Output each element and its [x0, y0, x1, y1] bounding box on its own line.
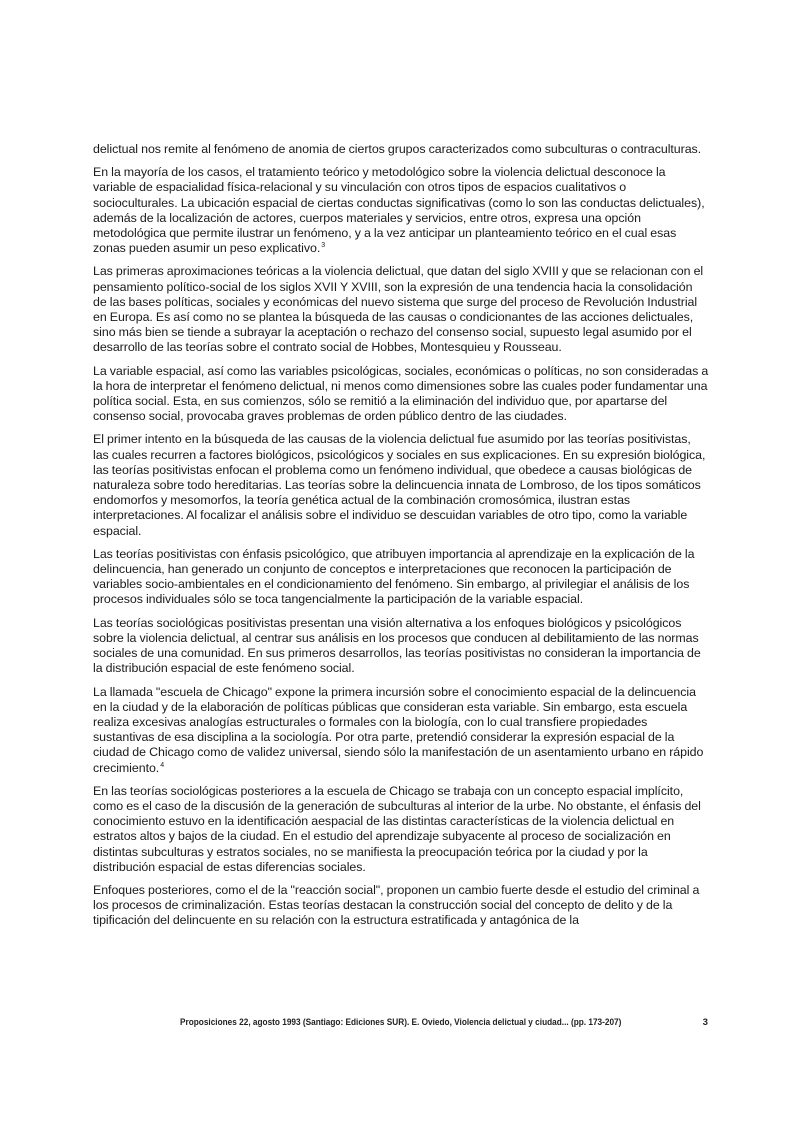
paragraph-text: El primer intento en la búsqueda de las causas de la violencia delictual fue asumido por las teorías positivistas, las cuales recurren a factores biológicos, psicológicos y sociales en sus explicaciones. En su expresión biológica, las teorías positivistas enfocan el problema como un fenómeno individual, que obedece a causas biológicas de naturaleza sobre todo hereditarias. Las teorías sobre la delincuencia innata de Lombroso, de los tipos somáticos endomorfos y mesomorfos, la teoría genética actual de la combinación cromosómica, ilustran estas interpretaciones. Al focalizar el análisis sobre el individuo se descuidan variables de otro tipo, como la variable espacial.: [93, 432, 706, 538]
paragraph-9: [93, 784, 709, 875]
paragraph-4: [93, 364, 709, 425]
footnote-marker[interactable]: 4: [160, 761, 165, 769]
paragraph-text: La llamada "escuela de Chicago" expone la primera incursión sobre el conocimiento espacial de la delincuencia en la ciudad y de la elaboración de políticas públicas que consideran esta variable. Sin embargo, esta escuela realiza excesivas analogías estructurales o formales con la biología, con lo cual transfiere propiedades sustantivas de esa disciplina a la sociología. Por otra parte, pretendió considerar la expresión espacial de la ciudad de Chicago como de validez universal, siendo sólo la manifestación de un asentamiento urbano en rápido crecimiento.: [93, 684, 704, 775]
paragraph-6: [93, 547, 709, 608]
paragraph-text: Las primeras aproximaciones teóricas a la violencia delictual, que datan del siglo XVIII y que se relacionan con el pensamiento político-social de los siglos XVII Y XVIII, son la expresión de una tendencia hacia la consolidación de las bases políticas, sociales y económicas del nuevo sistema que surge del proceso de Revolución Industrial en Europa. Es así como no se plantea la búsqueda de las causas o condicionantes de las acciones delictuales, sino más bien se tiende a subrayar la aceptación o rechazo del consenso social, supuesto legal asumido por el desarrollo de las teorías sobre el contrato social de Hobbes, Montesquieu y Rousseau.: [93, 264, 704, 355]
paragraph-3: [93, 264, 709, 355]
paragraph-10: [93, 883, 709, 929]
paragraph-7: [93, 616, 709, 677]
paragraph-1: [93, 142, 709, 157]
paragraph-5: [93, 432, 709, 538]
page-number: 3: [702, 1017, 708, 1028]
paragraph-text: delictual nos remite al fenómeno de anomia de ciertos grupos caracterizados como subculturas o contraculturas.: [93, 142, 702, 156]
paragraph-text: Enfoques posteriores, como el de la "reacción social", proponen un cambio fuerte desde el estudio del criminal a los procesos de criminalización. Estas teorías destacan la construcción social del concepto de delito y de la tipificación del delincuente en su relación con la estructura estratificada y antagónica de la: [93, 882, 700, 928]
paragraph-text: Las teorías sociológicas positivistas presentan una visión alternativa a los enfoques biológicos y psicológicos sobre la violencia delictual, al centrar sus análisis en los procesos que conducen al debilitamiento de las normas sociales de una comunidad. En sus primeros desarrollos, las teorías positivistas no consideran la importancia de la distribución espacial de este fenómeno social.: [93, 615, 701, 676]
paragraph-text: En la mayoría de los casos, el tratamiento teórico y metodológico sobre la violencia delictual desconoce la variable de espacialidad física-relacional y su vinculación con otros tipos de espacios cualitativos o socioculturales. La ubicación espacial de ciertas conductas significativas (como lo son las conductas delictuales), además de la localización de actores, cuerpos materiales y servicios, entre otros, expresa una opción metodológica que permite ilustrar un fenómeno, y a la vez anticipar un planteamiento teórico en el cual esas zonas pueden asumir un peso explicativo.: [93, 165, 705, 256]
paragraph-text: En las teorías sociológicas posteriores a la escuela de Chicago se trabaja con un concepto espacial implícito, como es el caso de la discusión de la generación de subculturas al interior de la urbe. No obstante, el énfasis del conocimiento estuvo en la identificación aespacial de las distintas características de la violencia delictual en estratos altos y bajos de la ciudad. En el estudio del aprendizaje subyacente al proceso de socialización en distintas subculturas y estratos sociales, no se manifiesta la preocupación teórica por la ciudad y por la distribución espacial de estas diferencias sociales.: [93, 783, 701, 874]
paragraph-2: [93, 165, 709, 256]
paragraph-text: Las teorías positivistas con énfasis psicológico, que atribuyen importancia al aprendizaje en la explicación de la delincuencia, han generado un conjunto de conceptos e interpretaciones que reconocen la participación de variables socio-ambientales en el condicionamiento del fenómeno. Sin embargo, al privilegiar el análisis de los procesos individuales sólo se toca tangencialmente la participación de la variable espacial.: [93, 546, 695, 607]
footnote-marker[interactable]: 3: [321, 242, 326, 250]
footer-citation: Proposiciones 22, agosto 1993 (Santiago: Ediciones SUR). E. Oviedo, Violencia delictual y ciudad... (pp. 173-207): [180, 1017, 622, 1028]
paragraph-8: [93, 685, 709, 776]
page-footer: [180, 1017, 710, 1029]
paragraph-text: La variable espacial, así como las variables psicológicas, sociales, económicas o políticas, no son consideradas a la hora de interpretar el fenómeno delictual, ni menos como dimensiones sobre las cuales poder fundamentar una política social. Esta, en sus comienzos, sólo se remitió a la eliminación del individuo que, por apartarse del consenso social, provocaba graves problemas de orden público dentro de las ciudades.: [93, 363, 709, 424]
page-body: [93, 142, 709, 937]
